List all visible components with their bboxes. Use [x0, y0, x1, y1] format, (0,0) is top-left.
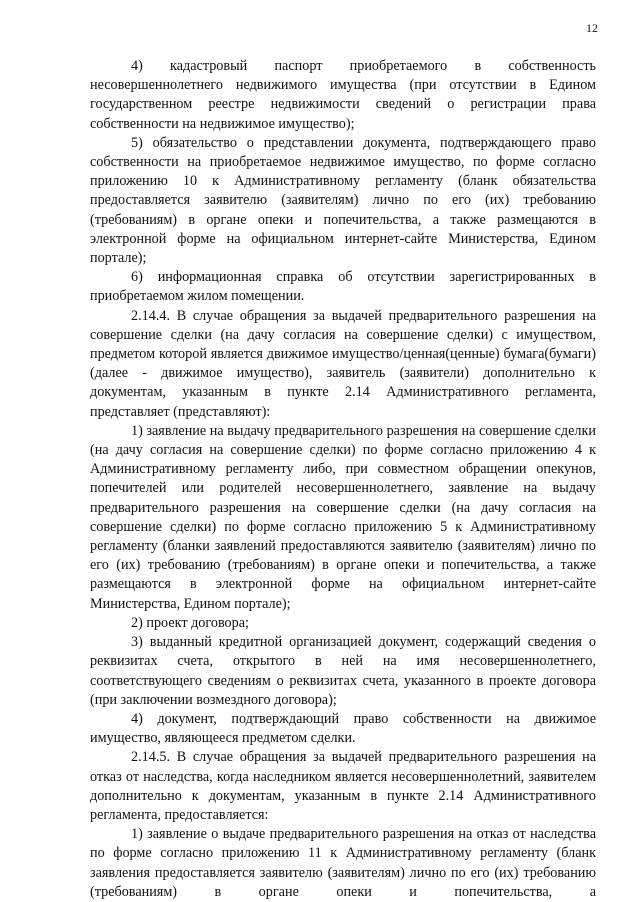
paragraph-item-4-ownership-document: 4) документ, подтверждающий право собственности на движимое имущество, являющееся предметом сделки. [90, 710, 596, 747]
paragraph-section-2-14-4: 2.14.4. В случае обращения за выдачей предварительного разрешения на совершение сделки (на дачу согласия на совершение сделки) с имуществом, предметом которой является движимое имущество/ценная(ценные) бумага(бумаги) (далее - движимое имущество), заявитель (заявители) дополнительно к документам, указанным в пункте 2.14 Административного регламента, представляет (представляют): [90, 307, 596, 420]
paragraph-item-5-ownership-obligation: 5) обязательство о представлении документа, подтверждающего право собственности на приобретаемое недвижимое имущество, по форме согласно приложению 10 к Административному регламенту (бланк обязательства предоставляется заявителю (заявителям) лично по его (их) требованию (требованиям) в органе опеки и попечительства, а также размещаются в электронной форме на официальном интернет-сайте Министерства, Едином портале); [90, 134, 596, 267]
paragraph-item-3-bank-document: 3) выданный кредитной организацией документ, содержащий сведения о реквизитах счета, открытого в ней на имя несовершеннолетнего, соответствующего сведениям о реквизитах счета, указанного в проекте договора (при заключении возмездного договора); [90, 634, 596, 708]
paragraph-item-2-draft-contract: 2) проект договора; [131, 614, 249, 631]
paragraph-item-4-cadastral-passport: 4) кадастровый паспорт приобретаемого в собственность несовершеннолетнего недвижимого имущества (при отсутствии в Едином государственном реестре недвижимости сведений о регистрации права собственности на недвижимое имущество); [90, 58, 596, 132]
page-number: 12 [586, 21, 598, 35]
paragraph-item-1-inheritance-application: 1) заявление о выдаче предварительного разрешения на отказ от наследства по форме согласно приложению 11 к Административному регламенту (бланк заявления предоставляется заявителю (заявителям) лично по его (их) требованию (требованиям) в органе опеки и попечительства, а [90, 826, 596, 900]
document-body [90, 57, 596, 902]
paragraph-item-1-application: 1) заявление на выдачу предварительного разрешения на совершение сделки (на дачу согласия на совершение сделки) по форме согласно приложению 4 к Административному регламенту либо, при совместном обращении опекунов, попечителей или родителей несовершеннолетнего, заявление на выдачу предварительного разрешения на совершение сделки (на дачу согласия на совершение сделки) по форме согласно приложению 5 к Административному регламенту (бланки заявлений предоставляются заявителю (заявителям) лично по его (их) требованию (требованиям) в органе опеки и попечительства, а также размещаются в электронной форме на официальном интернет-сайте Министерства, Едином портале); [90, 422, 596, 612]
paragraph-section-2-14-5: 2.14.5. В случае обращения за выдачей предварительного разрешения на отказ от наследства, когда наследником является несовершеннолетний, заявителем дополнительно к документам, указанным в пункте 2.14 Административного регламента, предоставляется: [90, 749, 596, 823]
paragraph-item-6-registration-certificate: 6) информационная справка об отсутствии зарегистрированных в приобретаемом жилом помещении. [90, 269, 596, 305]
